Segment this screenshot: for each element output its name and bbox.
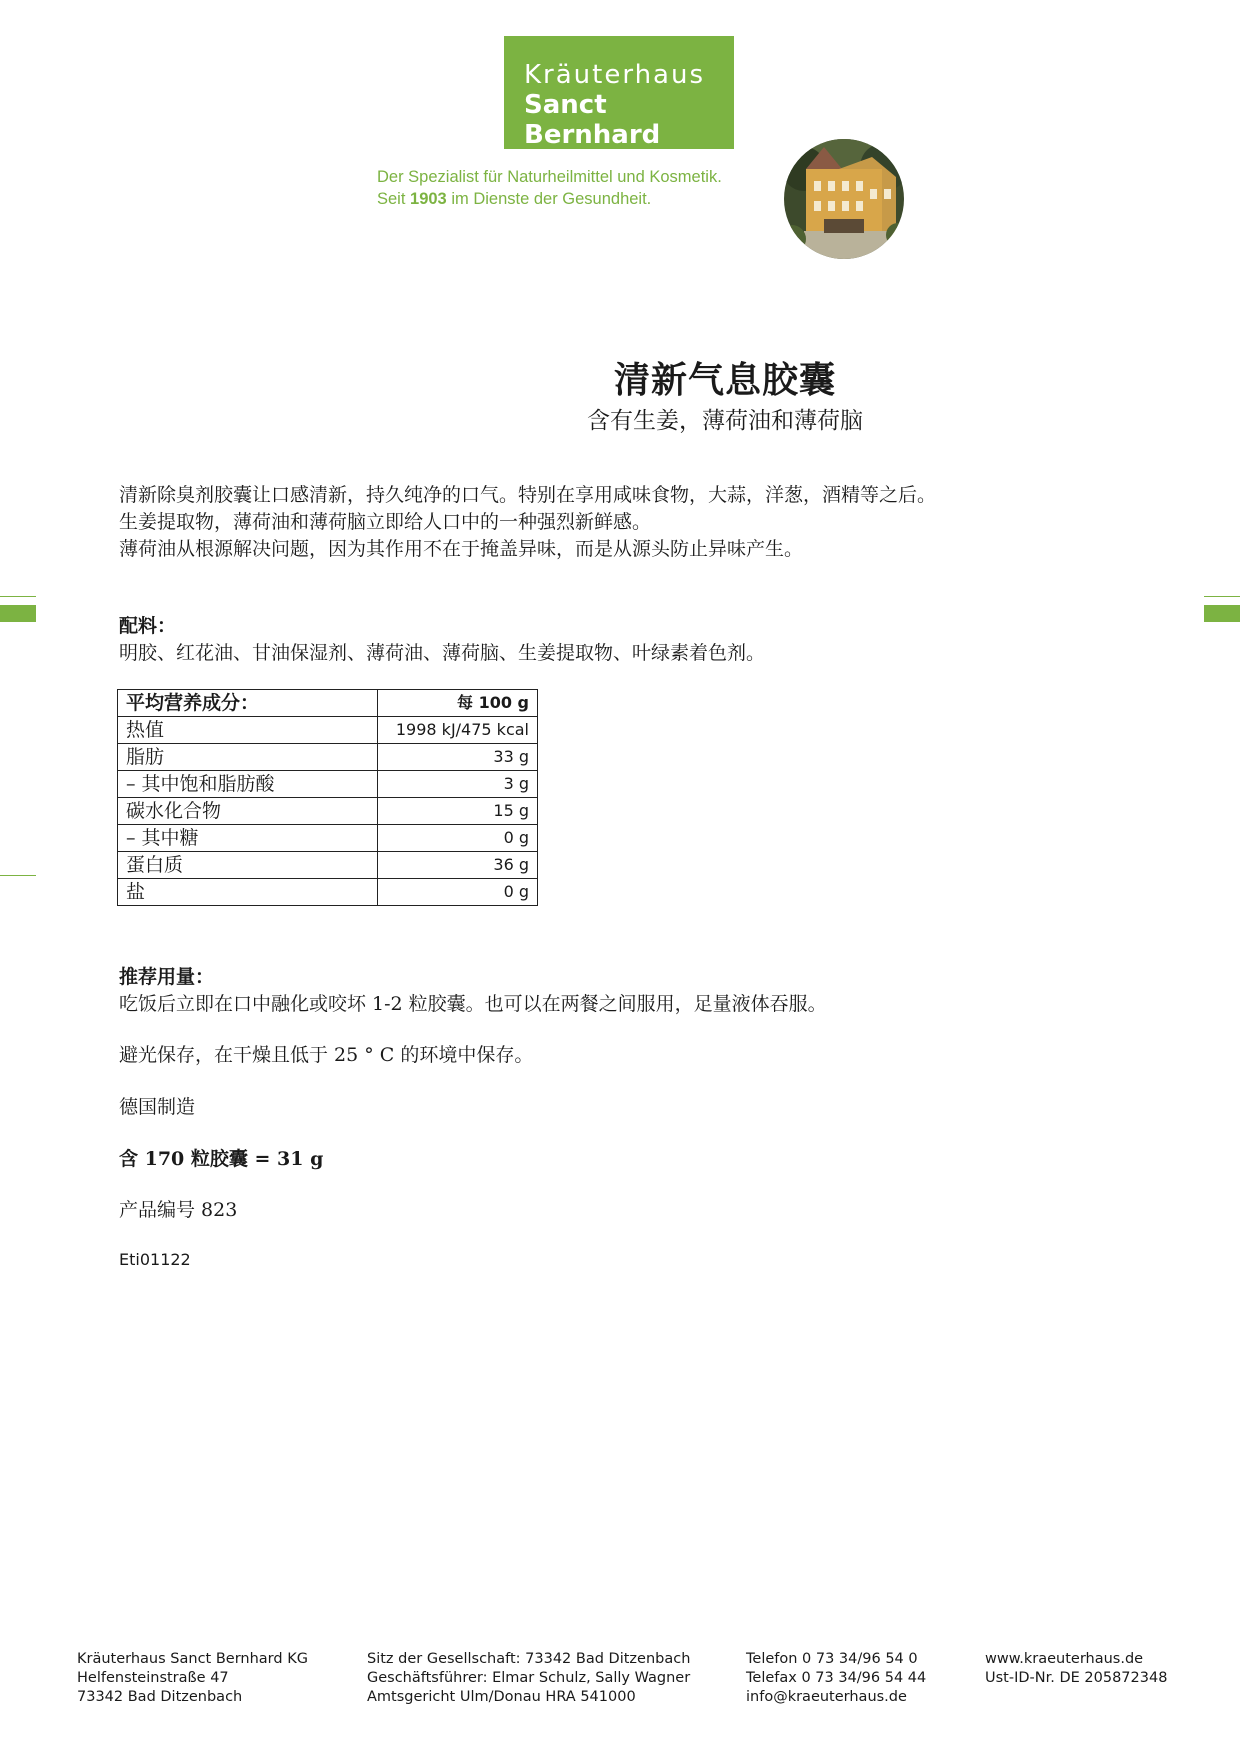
dosage-text: 吃饭后立即在口中融化或咬坏 1-2 粒胶囊。也可以在两餐之间服用，足量液体吞服。 [119, 993, 827, 1015]
left-marker-bar [0, 605, 36, 622]
table-row [118, 825, 538, 852]
footer-line: Kräuterhaus Sanct Bernhard KG [77, 1651, 308, 1667]
table-row [118, 879, 538, 906]
table-header-label: 平均营养成分： [118, 690, 378, 717]
left-fold-mark [0, 875, 36, 876]
table-header-value: 每 100 g [378, 690, 538, 717]
intro-line: 薄荷油从根源解决问题，因为其作用不在于掩盖异味，而是从源头防止异味产生。 [119, 538, 804, 560]
nutrient-value: 15 g [378, 798, 538, 825]
intro-line: 生姜提取物，薄荷油和薄荷脑立即给人口中的一种强烈新鲜感。 [119, 511, 652, 533]
footer-line: Geschäftsführer: Elmar Schulz, Sally Wagner [367, 1670, 691, 1686]
intro-line: 清新除臭剂胶囊让口感清新，持久纯净的口气。特别在享用咸味食物，大蒜，洋葱，酒精等之后。 [119, 484, 937, 506]
table-row [118, 771, 538, 798]
nutrient-label: – 其中饱和脂肪酸 [118, 771, 378, 798]
product-title: 清新气息胶囊 [613, 359, 836, 401]
footer-line: Sitz der Gesellschaft: 73342 Bad Ditzenbach [367, 1651, 691, 1667]
footer-web [985, 1650, 1167, 1688]
nutrient-value: 0 g [378, 825, 538, 852]
origin-note: 德国制造 [119, 1096, 196, 1118]
ingredients-text: 明胶、红花油、甘油保湿剂、薄荷油、薄荷脑、生姜提取物、叶绿素着色剂。 [119, 642, 766, 664]
table-row [118, 744, 538, 771]
dosage-section [119, 964, 827, 1018]
nutrient-value: 3 g [378, 771, 538, 798]
storage-note: 避光保存，在干燥且低于 25 ° C 的环境中保存。 [119, 1044, 534, 1066]
table-header-row [118, 690, 538, 717]
package-content: 含 170 粒胶囊 = 31 g [119, 1148, 324, 1170]
footer-phone: Telefon 0 73 34/96 54 0 [746, 1651, 918, 1667]
nutrient-value: 1998 kJ/475 kcal [378, 717, 538, 744]
right-marker-bar [1204, 605, 1240, 622]
nutrient-value: 0 g [378, 879, 538, 906]
left-marker-line [0, 596, 36, 597]
nutrition-table [117, 689, 538, 906]
nutrient-label: 脂肪 [118, 744, 378, 771]
nutrient-label: 盐 [118, 879, 378, 906]
ingredients-heading: 配料： [119, 615, 177, 637]
logo-line1: Kräuterhaus [524, 60, 706, 90]
footer-legal [367, 1650, 690, 1707]
footer-company [77, 1650, 308, 1707]
footer-email-link[interactable]: info@kraeuterhaus.de [746, 1689, 907, 1705]
nutrient-label: 碳水化合物 [118, 798, 378, 825]
logo-line2: Sanct Bernhard [524, 90, 661, 150]
footer-line: 73342 Bad Ditzenbach [77, 1689, 243, 1705]
right-marker-line [1204, 596, 1240, 597]
table-row [118, 798, 538, 825]
table-row [118, 852, 538, 879]
article-number: 产品编号 823 [119, 1199, 238, 1221]
footer-line: Helfensteinstraße 47 [77, 1670, 229, 1686]
product-subtitle: 含有生姜，薄荷油和薄荷脑 [587, 408, 863, 434]
tagline-line2: Seit 1903 im Dienste der Gesundheit. [377, 190, 652, 208]
footer-vat-id: Ust-ID-Nr. DE 205872348 [985, 1670, 1168, 1686]
dosage-heading: 推荐用量： [119, 966, 215, 988]
nutrient-value: 33 g [378, 744, 538, 771]
footer-contact [746, 1650, 926, 1707]
intro-paragraph [119, 482, 936, 563]
footer-website-link[interactable]: www.kraeuterhaus.de [985, 1651, 1144, 1667]
house-photo [784, 139, 904, 259]
nutrient-label: 蛋白质 [118, 852, 378, 879]
footer-line: Amtsgericht Ulm/Donau HRA 541000 [367, 1689, 636, 1705]
ingredients-section [119, 613, 765, 667]
footer-fax: Telefax 0 73 34/96 54 44 [746, 1670, 927, 1686]
nutrient-label: – 其中糖 [118, 825, 378, 852]
nutrient-label: 热值 [118, 717, 378, 744]
table-row [118, 717, 538, 744]
label-code: Eti01122 [119, 1250, 191, 1269]
nutrient-value: 36 g [378, 852, 538, 879]
tagline-line1: Der Spezialist für Naturheilmittel und Kosmetik. [377, 168, 722, 186]
company-logo [504, 36, 734, 149]
